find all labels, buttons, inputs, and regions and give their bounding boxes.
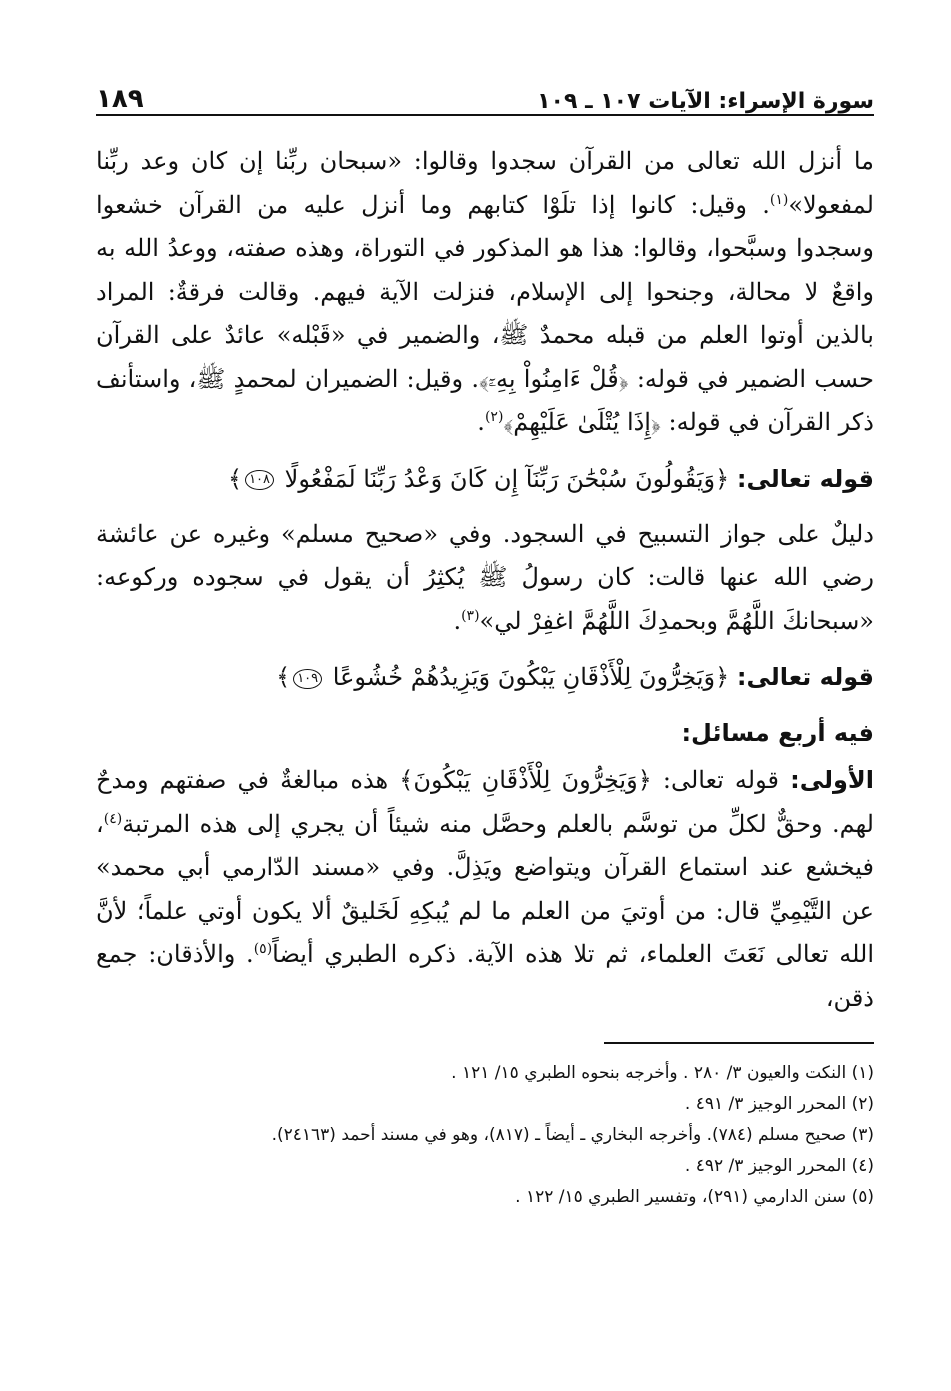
verse-text: ﴿وَيَخِرُّونَ لِلْأَذْقَانِ يَبْكُونَ وَيَزِيدُهُمْ خُشُوعًا (332, 663, 730, 691)
verse-number-badge: ١٠٨ (245, 470, 274, 490)
footnote-5: (٥) سنن الدارمي (٢٩١)، وتفسير الطبري ١٥/ ١٢٢ . (515, 1187, 874, 1207)
paragraph-2 (96, 513, 874, 644)
text-line: الله عنها قالت: كان رسولُ ﷺ يُكثِرُ أن يقول في سجوده وركوعه: «سبحانكَ اللَّهُمَّ (96, 563, 874, 635)
footnote-1: (١) النكت والعيون ٣/ ٢٨٠ . وأخرجه بنحوه الطبري ١٥/ ١٢١ . (451, 1063, 874, 1083)
verse-text: ﴿وَيَقُولُونَ سُبْحَٰنَ رَبِّنَآ إِن كَانَ وَعْدُ رَبِّنَا لَمَفْعُولًا (284, 464, 730, 493)
paragraph-3 (96, 759, 874, 1020)
text-line: قوله تعالى: ﴿وَيَخِرُّونَ لِلْأَذْقَانِ يَبْكُونَ﴾ هذه مبالغةٌ في صفتهم ومدحٌ (96, 766, 779, 794)
text-line: ما أنزل الله تعالى من القرآن سجدوا وقالوا: «سبحان ربِّنا إن كان وعد ربِّنا (96, 147, 874, 175)
verse-label: قوله تعالى: (736, 663, 874, 691)
text-line: لمفعولا» (788, 190, 874, 219)
footnote-ref-3[interactable]: (٣) (461, 607, 480, 624)
text-line: العلم من قبله محمدٌ ﷺ، والضمير في «قَبْله» عائدٌ على القرآن حسب الضمير في (96, 321, 875, 393)
footnote-separator (604, 1042, 874, 1044)
page (96, 74, 874, 1213)
text-line: دليلٌ على جواز التسبيح في السجود. وفي «صحيح مسلم» وغيره عن عائشة رضي (96, 519, 874, 591)
footnote-2: (٢) المحرر الوجيز ٣/ ٤٩١ . (684, 1094, 874, 1114)
text-line: قوله: ﴿قُلْ ءَامِنُواْ بِهِۦٓ﴾. وقيل: الضميران لمحمدٍ ﷺ، واستأنف ذكر القرآن في قوله: (96, 364, 874, 436)
running-header (96, 74, 874, 116)
text-line: ﴿إِذَا يُتْلَىٰ عَلَيْهِمْ﴾ (503, 408, 661, 436)
text-line: وبحمدِكَ اللَّهُمَّ اغفِرْ لي» (479, 606, 719, 635)
section-heading: فيه أربع مسائل: (681, 719, 874, 747)
verse-109 (96, 653, 874, 701)
footnote-ref-4[interactable]: (٤) (103, 810, 123, 827)
text-line: التَّيْمِيِّ قال: من أوتيَ من العلم ما لم يُبكِهِ لَخَليقٌ ألا يكون أوتي علماً؛ لأنَّ الله (96, 896, 875, 968)
text-line: ، (96, 809, 104, 838)
text-line: لهم. وحقٌّ لكلِّ من توسَّم بالعلم وحصَّل منه شيئاً أن يجري إلى هذه المرتبة (122, 809, 874, 838)
footnote-ref-5[interactable]: (٥) (253, 941, 273, 957)
text-line: . والأذقان: جمع ذقن، (96, 940, 874, 1012)
text-line: وسبَّحوا، وقالوا: هذا هو المذكور في التوراة، وهذه صفته، ووعدُ الله به واقعٌ لا (96, 234, 874, 306)
verse-close: ﴾ (228, 464, 243, 493)
paragraph-1 (96, 140, 874, 445)
footnote-4: (٤) المحرر الوجيز ٣/ ٤٩٢ . (684, 1156, 874, 1176)
chapter-title: سورة الإسراء: الآيات ١٠٧ ـ ١٠٩ (537, 89, 874, 114)
text-line: . (453, 606, 462, 635)
footnote-3: (٣) صحيح مسلم (٧٨٤). وأخرجه البخاري ـ أيضاً ـ (٨١٧)، وهو في مسند أحمد (٢٤١٦٣). (271, 1125, 874, 1145)
footnote-ref-1[interactable]: (١) (769, 191, 789, 208)
text-line: فيخشع عند استماع القرآن ويتواضع ويَذِلَّ. وفي «مسند الدّارمي أبي محمد» عن (96, 853, 874, 925)
issue-lead: الأولى: (790, 766, 874, 794)
text-line: . وقيل: كانوا إذا تلَوْا كتابهم وما أنزل عليه من القرآن خشعوا وسجدوا (96, 190, 874, 262)
text-line: محالة، وجنحوا إلى الإسلام، فنزلت الآية فيهم. وقالت فرقةٌ: المراد بالذين أوتوا (96, 277, 874, 349)
page-body (96, 140, 874, 1020)
text-line: تعالى نَعَتَ العلماء، ثم تلا هذه الآية. ذكره الطبري أيضاً (272, 940, 829, 968)
verse-label: قوله تعالى: (736, 464, 874, 493)
footnote-ref-2[interactable]: (٢) (484, 409, 504, 425)
text-line: . (477, 408, 485, 436)
verse-108 (96, 455, 874, 503)
footnotes (96, 1058, 874, 1213)
verse-close: ﴾ (276, 663, 291, 691)
page-number: ١٨٩ (96, 84, 144, 114)
verse-number-badge: ١٠٩ (293, 669, 322, 689)
